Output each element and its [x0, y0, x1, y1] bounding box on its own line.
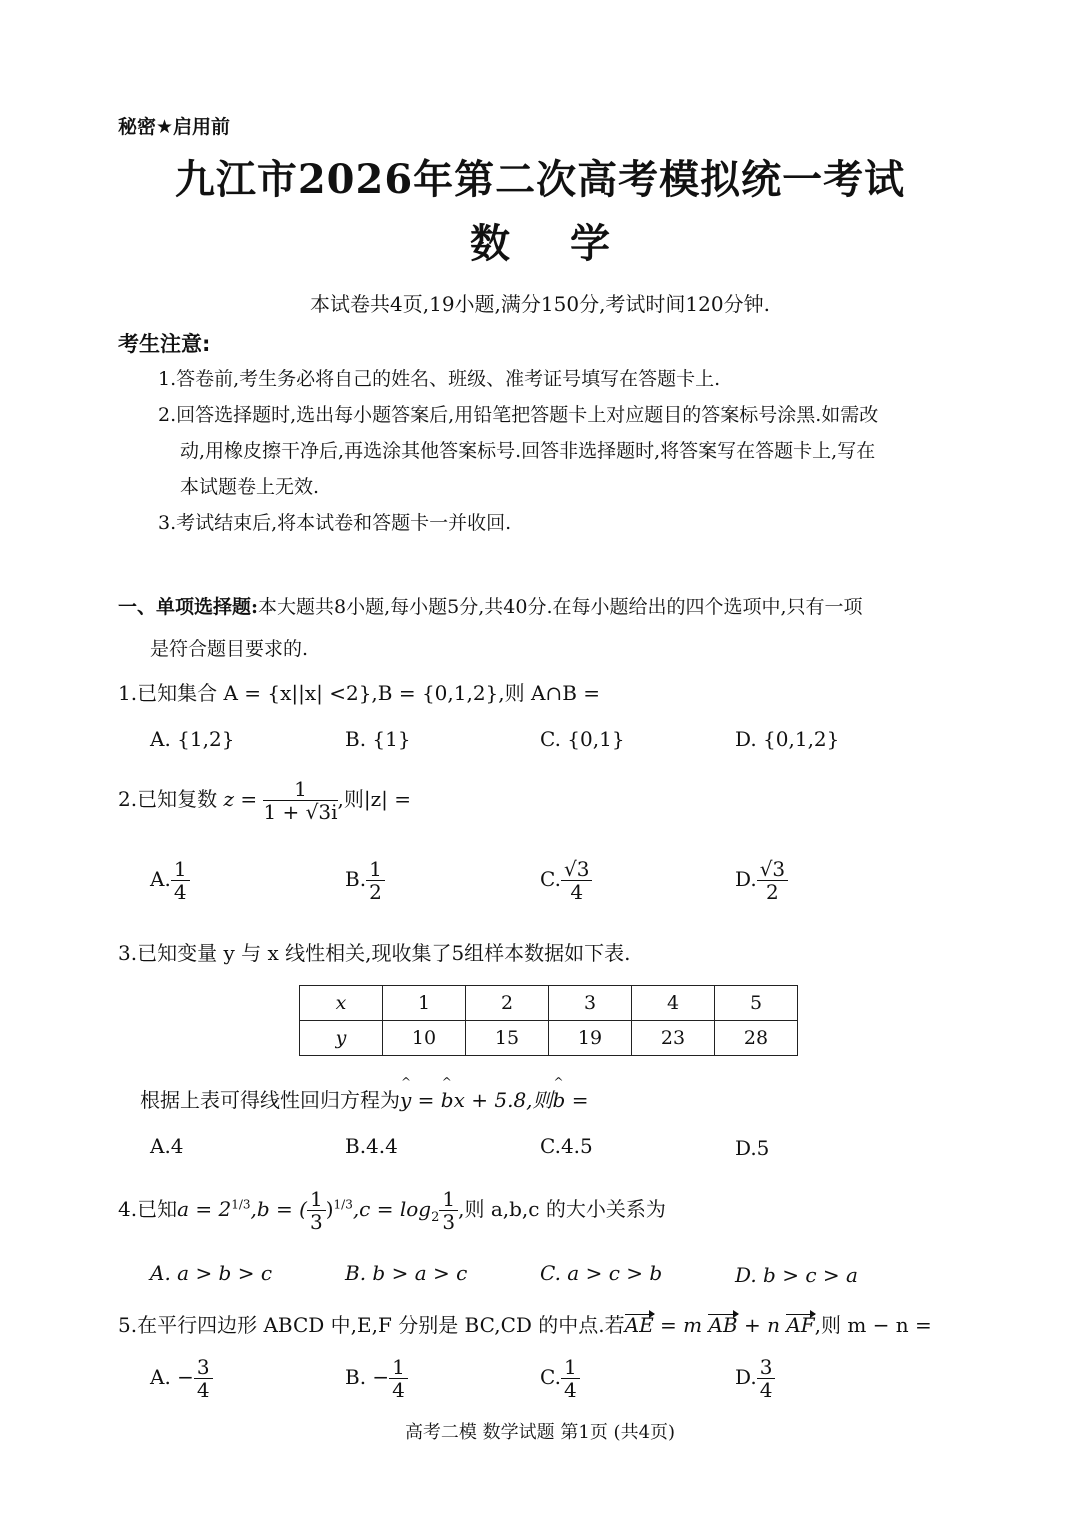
q3-eq-end: =	[565, 1088, 589, 1112]
q3-option-c: C.4.5	[540, 1134, 593, 1158]
page-footer: 高考二模 数学试题 第1页 (共4页)	[404, 1422, 676, 1443]
table-cell: 15	[466, 1021, 549, 1056]
table-cell: 2	[466, 986, 549, 1021]
q4-b-num: 1	[307, 1188, 326, 1211]
section-1-desc: 本大题共8小题,每小题5分,共40分.在每小题给出的四个选项中,只有一项	[258, 596, 863, 618]
q2-option-b-den: 2	[369, 880, 382, 904]
q4-a-exp: 1/3	[231, 1197, 251, 1212]
q4-option-d: D. b > c > a	[735, 1263, 858, 1287]
q4-option-c: C. a > c > b	[540, 1261, 663, 1285]
q1-option-b: B. {1}	[345, 727, 411, 751]
question-5	[118, 1309, 932, 1338]
q5-option-b-label: B. −	[345, 1365, 390, 1389]
table-header-x: x	[300, 986, 383, 1021]
q2-fraction	[263, 778, 337, 823]
q3-eq-prefix: 根据上表可得线性回归方程为	[140, 1088, 400, 1112]
table-cell: 10	[383, 1021, 466, 1056]
q5-option-d	[735, 1356, 775, 1401]
q3-option-a: A.4	[150, 1134, 184, 1158]
q2-option-a	[150, 858, 190, 903]
q5-suffix: ,则 m − n =	[814, 1313, 932, 1337]
q5-mid2: + n	[737, 1313, 787, 1337]
q5-option-a-den: 4	[196, 1378, 210, 1402]
q5-option-a-label: A. −	[150, 1365, 194, 1389]
table-row	[300, 986, 798, 1021]
section-1-heading	[118, 592, 863, 619]
q4-c-num: 1	[439, 1188, 458, 1211]
table-cell: 19	[549, 1021, 632, 1056]
table-header-y: y	[300, 1021, 383, 1056]
q5-vector-ab: AB	[708, 1313, 738, 1337]
q5-option-c	[540, 1356, 580, 1401]
q4-c-base: 2	[431, 1210, 440, 1225]
q5-option-d-den: 4	[759, 1378, 773, 1402]
q5-mid1: = m	[653, 1313, 709, 1337]
q3-eq-y: ^ y	[400, 1088, 411, 1112]
q5-option-a	[150, 1356, 213, 1401]
q4-b: ,b = (	[250, 1197, 307, 1221]
table-cell: 23	[632, 1021, 715, 1056]
q4-b-close: )	[325, 1197, 334, 1221]
q2-option-d-label: D.	[735, 867, 757, 891]
question-2	[118, 778, 411, 823]
q4-suffix: ,则 a,b,c 的大小关系为	[458, 1197, 666, 1221]
sample-data-table	[299, 985, 798, 1056]
q4-c: ,c = log	[352, 1197, 432, 1221]
q3-eq-b: ^ b	[441, 1088, 454, 1112]
q2-option-c	[540, 858, 592, 903]
q5-option-c-num: 1	[561, 1356, 580, 1379]
q3-eq-equals: =	[411, 1088, 441, 1112]
q2-option-c-num: √3	[561, 858, 592, 881]
q3-option-d: D.5	[735, 1136, 770, 1160]
q2-z: z =	[223, 787, 258, 811]
table-cell: 5	[715, 986, 798, 1021]
q5-option-b-num: 1	[389, 1356, 408, 1379]
q1-option-d: D. {0,1,2}	[735, 727, 840, 751]
q2-option-c-label: C.	[540, 867, 561, 891]
notice-item-2-cont: 动,用橡皮擦干净后,再选涂其他答案标号.回答非选择题时,将答案写在答题卡上,写在	[180, 440, 876, 462]
section-1-desc-cont: 是符合题目要求的.	[150, 638, 309, 660]
q5-option-b-den: 4	[392, 1378, 405, 1402]
q5-option-c-den: 4	[563, 1378, 577, 1402]
q1-option-a: A. {1,2}	[150, 727, 235, 751]
exam-title: 九江市2026年第二次高考模拟统一考试	[174, 156, 906, 203]
question-4	[118, 1188, 666, 1233]
q2-option-b-label: B.	[345, 867, 367, 891]
q5-vector-ae: AE	[624, 1313, 654, 1337]
q2-numerator: 1	[263, 778, 337, 801]
confidential-label: 秘密★启用前	[118, 116, 231, 138]
q3-eq-b-ask: ^ b	[553, 1088, 566, 1112]
q4-option-b: B. b > a > c	[345, 1261, 468, 1285]
question-3: 3.已知变量 y 与 x 线性相关,现收集了5组样本数据如下表.	[118, 941, 631, 965]
exam-info: 本试卷共4页,19小题,满分150分,考试时间120分钟.	[310, 292, 770, 316]
q3-eq-rest: x + 5.8,则	[453, 1088, 553, 1112]
question-1: 1.已知集合 A = {x||x| <2},B = {0,1,2},则 A∩B =	[118, 681, 601, 705]
q2-option-a-label: A.	[150, 867, 171, 891]
table-cell: 4	[632, 986, 715, 1021]
q2-option-c-den: 4	[570, 880, 584, 904]
q5-prefix: 5.在平行四边形 ABCD 中,E,F 分别是 BC,CD 的中点.若	[118, 1313, 625, 1337]
q2-option-a-den: 4	[173, 880, 187, 904]
q3-option-b: B.4.4	[345, 1134, 398, 1158]
q5-option-d-num: 3	[757, 1356, 776, 1379]
q2-option-d	[735, 858, 788, 903]
notice-heading: 考生注意:	[118, 332, 211, 356]
notice-item-3: 3.考试结束后,将本试卷和答题卡一并收回.	[158, 512, 512, 534]
q2-prefix: 2.已知复数	[118, 787, 218, 811]
table-cell: 1	[383, 986, 466, 1021]
q5-option-b	[345, 1356, 408, 1401]
q1-option-c: C. {0,1}	[540, 727, 625, 751]
q2-option-b	[345, 858, 385, 903]
q4-a: a = 2	[177, 1197, 232, 1221]
table-cell: 28	[715, 1021, 798, 1056]
notice-item-2-end: 本试题卷上无效.	[180, 476, 320, 498]
q2-suffix: ,则|z| =	[337, 787, 412, 811]
subject-title: 数学	[470, 220, 670, 267]
q4-c-den: 3	[442, 1210, 456, 1234]
q2-option-d-num: √3	[757, 858, 788, 881]
q4-b-exp: 1/3	[333, 1197, 353, 1212]
q5-option-d-label: D.	[735, 1365, 757, 1389]
q4-option-a: A. a > b > c	[150, 1261, 273, 1285]
section-1-title: 一、单项选择题:	[118, 596, 259, 618]
q5-option-a-num: 3	[194, 1356, 213, 1379]
q5-vector-af: AF	[786, 1313, 815, 1337]
notice-item-1: 1.答卷前,考生务必将自己的姓名、班级、准考证号填写在答题卡上.	[158, 368, 721, 390]
q2-denominator: 1 + √3i	[263, 800, 338, 824]
q4-b-den: 3	[309, 1210, 323, 1234]
q2-option-b-num: 1	[366, 858, 385, 881]
notice-item-2: 2.回答选择题时,选出每小题答案后,用铅笔把答题卡上对应题目的答案标号涂黑.如需改	[158, 404, 879, 426]
q5-option-c-label: C.	[540, 1365, 561, 1389]
q2-option-a-num: 1	[171, 858, 190, 881]
q2-option-d-den: 2	[766, 880, 779, 904]
q4-prefix: 4.已知	[118, 1197, 178, 1221]
q3-regression-text	[140, 1084, 588, 1113]
table-cell: 3	[549, 986, 632, 1021]
table-row	[300, 1021, 798, 1056]
